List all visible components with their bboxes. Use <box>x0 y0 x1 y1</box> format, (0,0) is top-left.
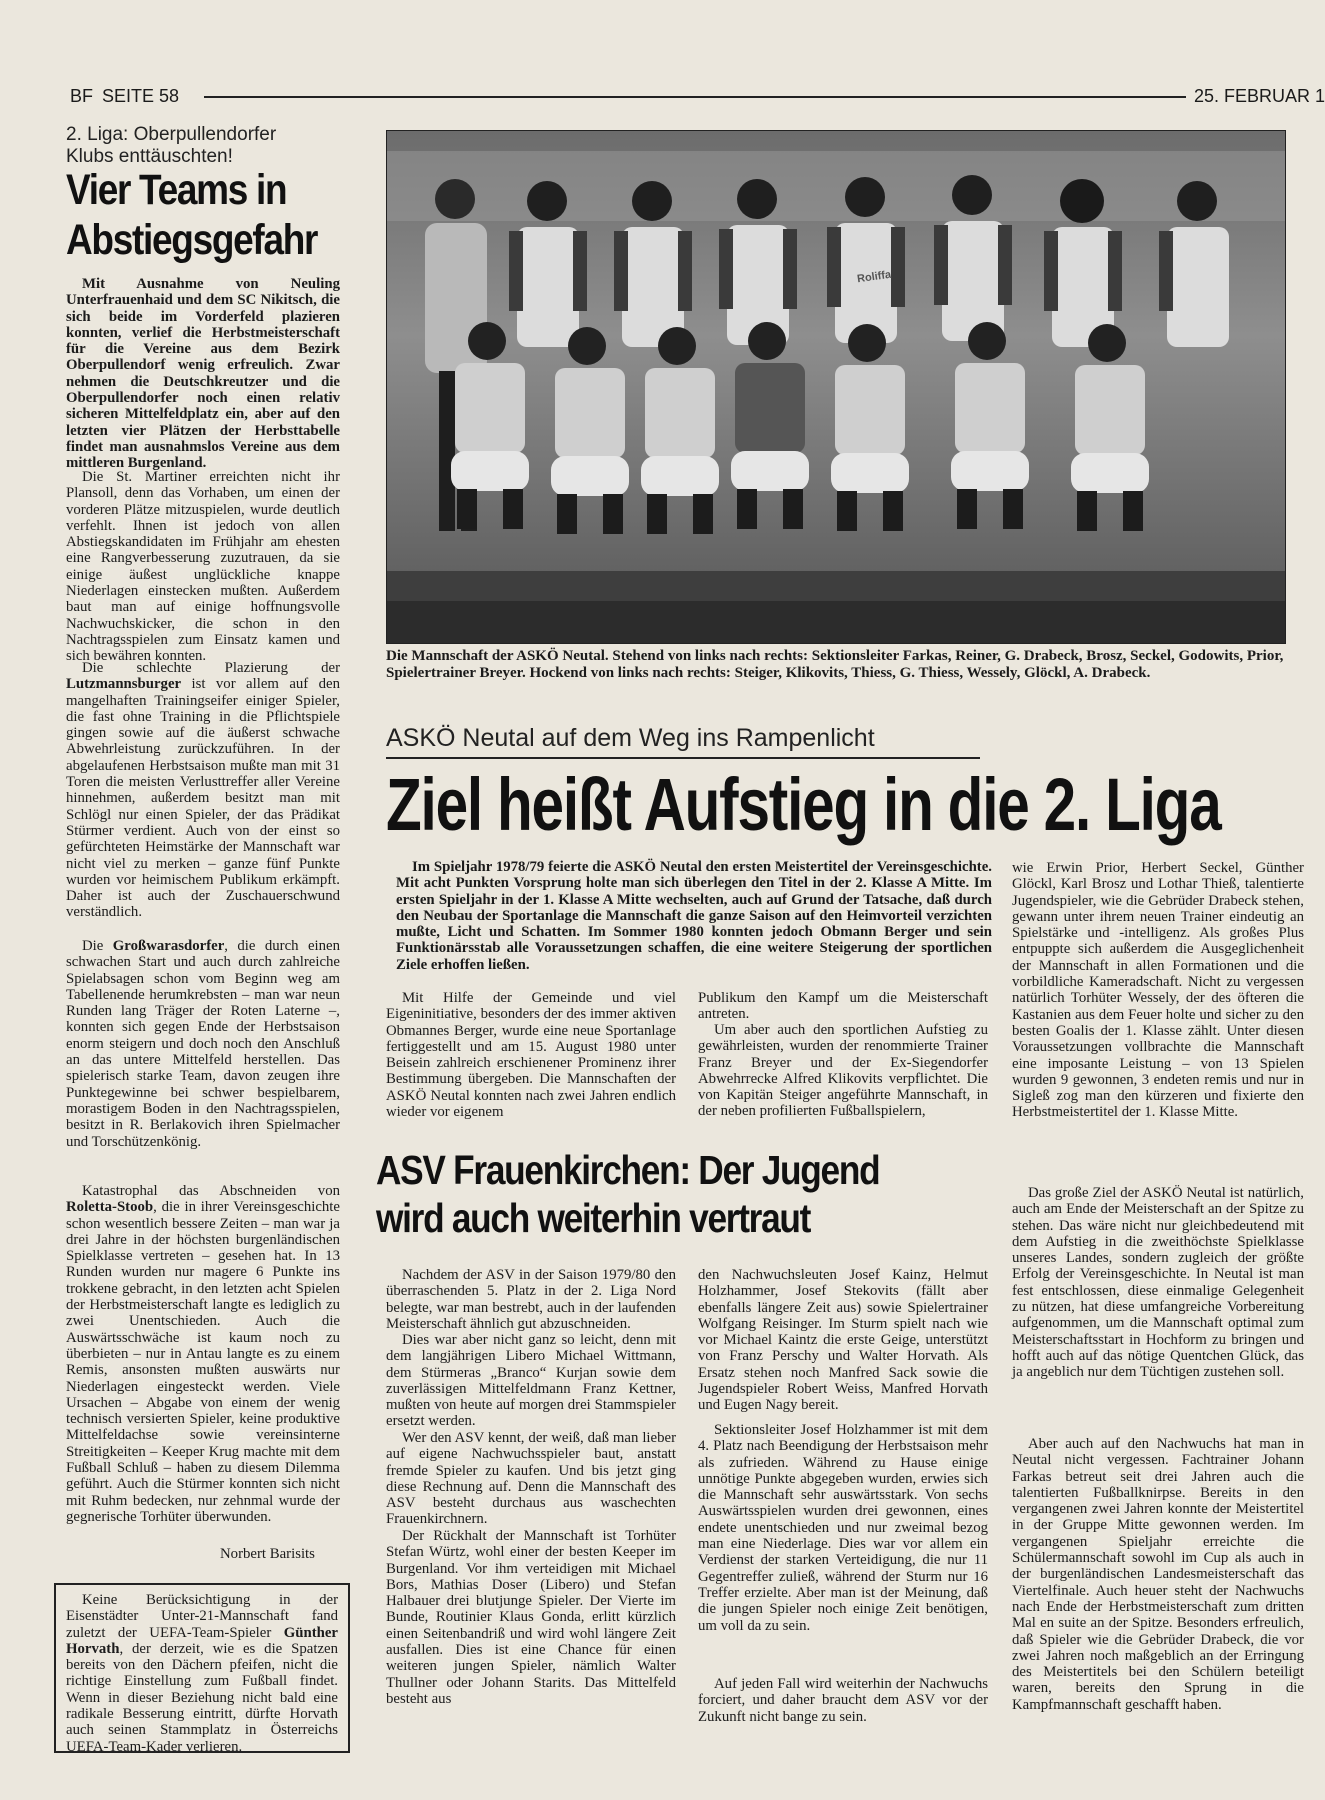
asv-headline <box>376 1146 879 1242</box>
page-header <box>58 86 1325 110</box>
asv-col2: Sektionsleiter Josef Holzhammer ist mit dem 4. Platz nach Beendigung der Herbstsaison mehr als zufrieden. Während zu Hause einige unnötige Punkte abgegeben wurden, erwies sich die Mannschaft sehr auswärtsstark. Von sechs Auswärtsspielen wurden drei gewonnen, eines endete unentschieden und nur zweimal bezog man eine Niederlage. Dies war vor allem ein Verdienst der starken Verteidigung, die nur 11 Gegentreffer zuließ, während der Sturm nur 16 Treffer erzielte. Aber man ist der Meinung, daß die jungen Spieler noch einige Zeit benötigen, um voll da zu sein. <box>698 1422 988 1634</box>
shirt-sponsor-text: Roliffa <box>856 268 892 286</box>
asv-col1: Dies war aber nicht ganz so leicht, denn mit dem langjährigen Libero Michael Wittmann, dem Stürmeras „Branco“ Kurjan sowie dem zuverlässigen Mittelfeldmann Franz Kettner, mußten von heute auf morgen drei Stammspieler ersetzt werden. <box>386 1332 676 1430</box>
team-name: Roletta-Stoob <box>66 1199 154 1216</box>
text-run: , die durch einen schwachen Start und auch durch zahlreiche Spielabsagen schon vom Beginn weg am Tabellenende herumkrebsten – man war neun Runden lang Träger der Roten Laterne –, konnten sich gegen Ende der Herbstsaison enorm steigern und doch noch den Anschluß an das untere Mittelfeld herstellen. Das spielerisch starke Team, davon zeugen ihre Punktegewinne bei schwer bespielbarem, morastigem Boden in den Nachtragsspielen, besitzt in R. Berlakovich ihren Spielmacher und Torschützenkönig. <box>66 938 340 1150</box>
text-run: ist vor allem auf den mangelhaften Trainingseifer einiger Spieler, die fast ohne Training in die Pflichtspiele gingen sowie auf die äußerst schwache Abwehrleistung zurückzuführen. In der abgelaufenen Herbstsaison mußte man mit 31 Toren die meisten Verlusttreffer aller Vereine hinnehmen, außerdem besitzt man mit Schlögl nur einen Spieler, der das Prädikat Stürmer verdient. Auch von der einst so gefürchteten Heimstärke der Mannschaft war nicht viel zu merken – ganze fünf Punkte wurden vor heimischem Publikum erkämpft. Daher ist auch der Zuschauerschwund verständlich. <box>66 676 340 921</box>
text-run: Katastrophal das Abschneiden von <box>82 1183 340 1199</box>
headline-line: Vier Teams in <box>66 166 287 214</box>
neutal-kicker-rule <box>386 757 980 759</box>
neutal-headline: Ziel heißt Aufstieg in die 2. Liga <box>386 763 1221 846</box>
neutal-headline-wrap <box>386 764 1284 850</box>
left-paragraph <box>66 660 340 921</box>
team-photo <box>386 130 1286 644</box>
header-page-number: SEITE 58 <box>102 86 180 106</box>
text-run: Keine Berücksichtigung in der Eisenstädter Unter-21-Mannschaft fand zuletzt der UEFA-Team-Spieler <box>66 1592 338 1641</box>
player-name: Günther Horvath <box>66 1624 338 1657</box>
left-paragraph: Die St. Martiner erreichten nicht ihr Plansoll, denn das Vorhaben, um einen der vorderen Plätze mitzuspielen, wurde deutlich verfehlt. Ihnen ist jedoch von allen Abstiegskandidaten im Frühjahr am ehesten eine Rangverbesserung zuzutrauen, da sie einige äußest unglückliche knappe Niederlagen einstecken mußten. Außerdem baut man auf einige hoffnungsvolle Nachwuchskicker, die schon in den Nachtragsspielen zum Einsatz kamen und sich bewähren konnten. <box>66 469 340 665</box>
author: Norbert Barisits <box>220 1546 315 1562</box>
left-lead: Mit Ausnahme von Neuling Unterfrauenhaid und dem SC Nikitsch, die sich beide im Vorderfeld plazieren konnten, verlief die Herbstmeisterschaft für die Vereine aus dem Bezirk Oberpullendorf wenig erfreulich. Zwar nehmen die Deutschkreutzer und die Oberpullendorfer noch einen relativ sicheren Mittelfeldplatz ein, aber auf den letzten vier Plätzen der Herbsttabelle findet man ausnahmslos Vereine aus dem mittleren Burgenland. <box>66 276 340 472</box>
left-paragraph <box>66 938 340 1150</box>
asv-col2: Auf jeden Fall wird weiterhin der Nachwuchs forciert, und daher braucht dem ASV vor der Zukunft nicht bange zu sein. <box>698 1676 988 1725</box>
neutal-kicker: ASKÖ Neutal auf dem Weg ins Rampenlicht <box>386 724 875 752</box>
neutal-lead: Im Spieljahr 1978/79 feierte die ASKÖ Neutal den ersten Meistertitel der Vereinsgeschichte. Mit acht Punkten Vorsprung holte man sich überlegen den Titel in der 2. Klasse A Mitte. Im ersten Spieljahr in der 1. Klasse A Mitte wechselten, auch auf Grund der Tatsache, daß durch den Neubau der Sportanlage die Mannschaft die ganze Saison auf den Heimvorteil verzichten mußte, Licht und Schatten. Im Sommer 1980 konnten jedoch Obmann Berger und sein Funktionärsstab alle Voraussetzungen schaffen, die eine weitere Steigerung der sportlichen Ziele erhoffen ließen. <box>396 859 992 973</box>
left-paragraph <box>66 1183 340 1525</box>
headline-line: wird auch weiterhin vertraut <box>376 1195 811 1241</box>
photo-caption: Die Mannschaft der ASKÖ Neutal. Stehend von links nach rechts: Sektionsleiter Farkas, Reiner, G. Drabeck, Brosz, Seckel, Godowits, Prior, Spielertrainer Breyer. Hockend von links nach rechts: Steiger, Klikovits, Thiess, G. Thiess, Wessely, Glöckl, A. Drabeck. <box>386 648 1284 681</box>
asv-col1: Der Rückhalt der Mannschaft ist Torhüter Stefan Würtz, wohl einer der besten Keeper im Burgenland. Vor ihm verteidigen mit Michael Bors, Mathias Doser (Libero) und Stefan Halbauer drei blutjunge Spieler. Der Vierte im Bunde, Routinier Klaus Gonda, erlitt kürzlich einen Seitenbandriß und wird wohl längere Zeit ausfallen. Dies ist eine Chance für einen weiteren jungen Spieler, nämlich Walter Thullner oder Johann Starits. Das Mittelfeld besteht aus <box>386 1528 676 1707</box>
header-section: BF <box>70 86 94 106</box>
neutal-col3: wie Erwin Prior, Herbert Seckel, Günther Glöckl, Karl Brosz und Lothar Thieß, talentierte Jugendspieler, wie die Gebrüder Drabeck stehen, gewann unter ihrem neuen Trainer eindeutig an Spielstärke und -intelligenz. Als großes Plus entpuppte sich außerdem die Ausgeglichenheit der Mannschaft in allen Formationen und die vorbildliche Kameradschaft. Nicht zu vergessen natürlich Torhüter Wessely, der des öfteren die Kastanien aus dem Feuer holte und sicher zu den besten Goalis der 1. Klasse zählt. Unter diesen Voraussetzungen vollbrachte die Mannschaft eine imposante Leistung – von 13 Spielen wurden 9 gewonnen, 3 endeten remis und nur in Sigleß zog man den kürzeren und fixierte den Herbstmeistertitel der 1. Klasse Mitte. <box>1012 860 1304 1121</box>
neutal-col2: Publikum den Kampf um die Meisterschaft antreten. <box>698 990 988 1023</box>
asv-col1: Wer den ASV kennt, der weiß, daß man lieber auf eigene Nachwuchsspieler baut, anstatt fremde Spieler zu kaufen. Und bis jetzt ging diese Rechnung auf. Denn die Mannschaft des ASV besteht durchaus aus waschechten Frauenkirchnern. <box>386 1430 676 1528</box>
kicker-line: Klubs enttäuschten! <box>66 146 233 167</box>
headline-line: ASV Frauenkirchen: Der Jugend <box>376 1147 880 1193</box>
team-photo-image <box>387 131 1285 643</box>
kicker-line: 2. Liga: Oberpullendorfer <box>66 124 277 145</box>
left-headline <box>66 165 317 265</box>
text-run: Die <box>82 938 113 954</box>
info-box-text <box>66 1592 338 1755</box>
asv-col2: den Nachwuchsleuten Josef Kainz, Helmut Holzhammer, Josef Stekovits (fällt aber ebenfalls längere Zeit aus) sowie Spielertrainer Wolfgang Reisinger. Im Sturm spielt nach wie vor Michael Kaintz die erste Geige, unterstützt von Franz Perschy und Walter Horvath. Als Ersatz stehen noch Manfred Sack sowie die Jugendspieler Robert Weiss, Manfred Horvath und Eugen Nagy bereit. <box>698 1267 988 1414</box>
info-box <box>54 1583 350 1753</box>
photo-caption-wrap <box>386 648 1284 702</box>
asv-col1: Nachdem der ASV in der Saison 1979/80 den überraschenden 5. Platz in der 2. Liga Nord belegte, war man bestrebt, auch in der laufenden Meisterschaft ähnlich gut abzuschneiden. <box>386 1267 676 1332</box>
header-rule <box>204 96 1186 98</box>
neutal-col1: Mit Hilfe der Gemeinde und viel Eigeninitiative, besonders der des immer aktiven Obmannes Berger, wurde eine neue Sportanlage fertiggestellt und am 15. August 1980 unter Beisein zahlreich erschienener Prominenz ihrer Bestimmung übergeben. Die Mannschaften der ASKÖ Neutal konnten nach zwei Jahren endlich wieder vor eigenem <box>386 990 676 1121</box>
text-run: Die schlechte Plazierung der <box>82 660 340 676</box>
team-name: Lutzmannsburger <box>66 676 182 693</box>
text-run: , der derzeit, wie es die Spatzen bereits von den Dächern pfeifen, nicht die richtige Einstellung zum Fußball findet. Wenn in dieser Beziehung nicht bald eine radikale Besserung eintritt, dürfte Horvath auch seinen Stammplatz in Österreichs UEFA-Team-Kader verlieren. <box>66 1640 338 1755</box>
neutal-col3: Das große Ziel der ASKÖ Neutal ist natürlich, auch am Ende der Meisterschaft an der Spitze zu stehen. Das wäre nicht nur gleichbedeutend mit dem Aufstieg in die zweithöchste Spielklasse unseres Landes, sondern zugleich der größte Erfolg der Vereinsgeschichte. In Neutal ist man fest entschlossen, diese einmalige Gelegenheit zu nützen, hat diese umfangreiche Vorbereitung aufgenommen, um die Mannschaft optimal zum Meisterschaftsstart in Hochform zu bringen und hofft auch auf das nötige Quentchen Glück, das ja angeblich nur dem Tüchtigen zustehen soll. <box>1012 1185 1304 1381</box>
left-kicker <box>66 124 276 168</box>
neutal-col3: Aber auch auf den Nachwuchs hat man in Neutal nicht vergessen. Fachtrainer Johann Farkas betreut seit drei Jahren auch die talentierten Fußballknirpse. Bereits in den vergangenen zwei Jahren konnte der Meistertitel in der Gruppe Mitte gewonnen werden. Im vergangenen Spieljahr erreichte die Schülermannschaft sowohl im Cup als auch in der burgenländischen Landesmeisterschaft das Viertelfinale. Auch heuer steht der Nachwuchs nach Ende der Herbstmeisterschaft zum dritten Mal en suite an der Spitze. Besonders erfreulich, daß Spieler wie die Gebrüder Drabeck, die vor zwei Jahren noch maßgeblich an der Erringung des Meistertitels bei den Schülern beteiligt waren, bereits den Sprung in die Kampfmannschaft geschafft haben. <box>1012 1436 1304 1713</box>
headline-line: Abstiegsgefahr <box>66 216 318 264</box>
text-run: , die in ihrer Vereinsgeschichte schon wesentlich bessere Zeiten – man war ja drei Jahre in der höchsten burgenländischen Spielklasse vertreten – gesehen hat. In 13 Runden wurden nur magere 6 Punkte ins trokkene gebracht, in den letzten acht Spielen der Herbstmeisterschaft langte es lediglich zu zwei Unentschieden. Auch die Auswärtsschwäche ist kaum noch zu überbieten – nur in Antau langte es zu einem Remis, ansonsten mußten auswärts nur Niederlagen eingesteckt werden. Viele Ursachen – Abgabe von einem der wenig technisch versierten Spieler, keine produktive Mittelfeldachse sowie vereinsinterne Streitigkeiten – Keeper Krug machte mit dem Fußball Schluß – haben zu diesem Dilemma geführt. Auch die Stürmer konnten sich nicht mit Ruhm bedecken, nur zehnmal wurde der gegnerische Torhüter überwunden. <box>66 1199 340 1525</box>
neutal-col2: Um aber auch den sportlichen Aufstieg zu gewährleisten, wurden der renommierte Trainer Franz Breyer und der Ex-Siegendorfer Abwehrrecke Alfred Klikovits verpflichtet. Die von Kapitän Steiger angeführte Mannschaft, in der neben profilierten Fußballspielern, <box>698 1022 988 1120</box>
team-name: Großwarasdorfer <box>112 938 225 954</box>
neutal-col3-wrap <box>1012 860 1304 1760</box>
header-date: 25. FEBRUAR 1 <box>1194 86 1325 106</box>
